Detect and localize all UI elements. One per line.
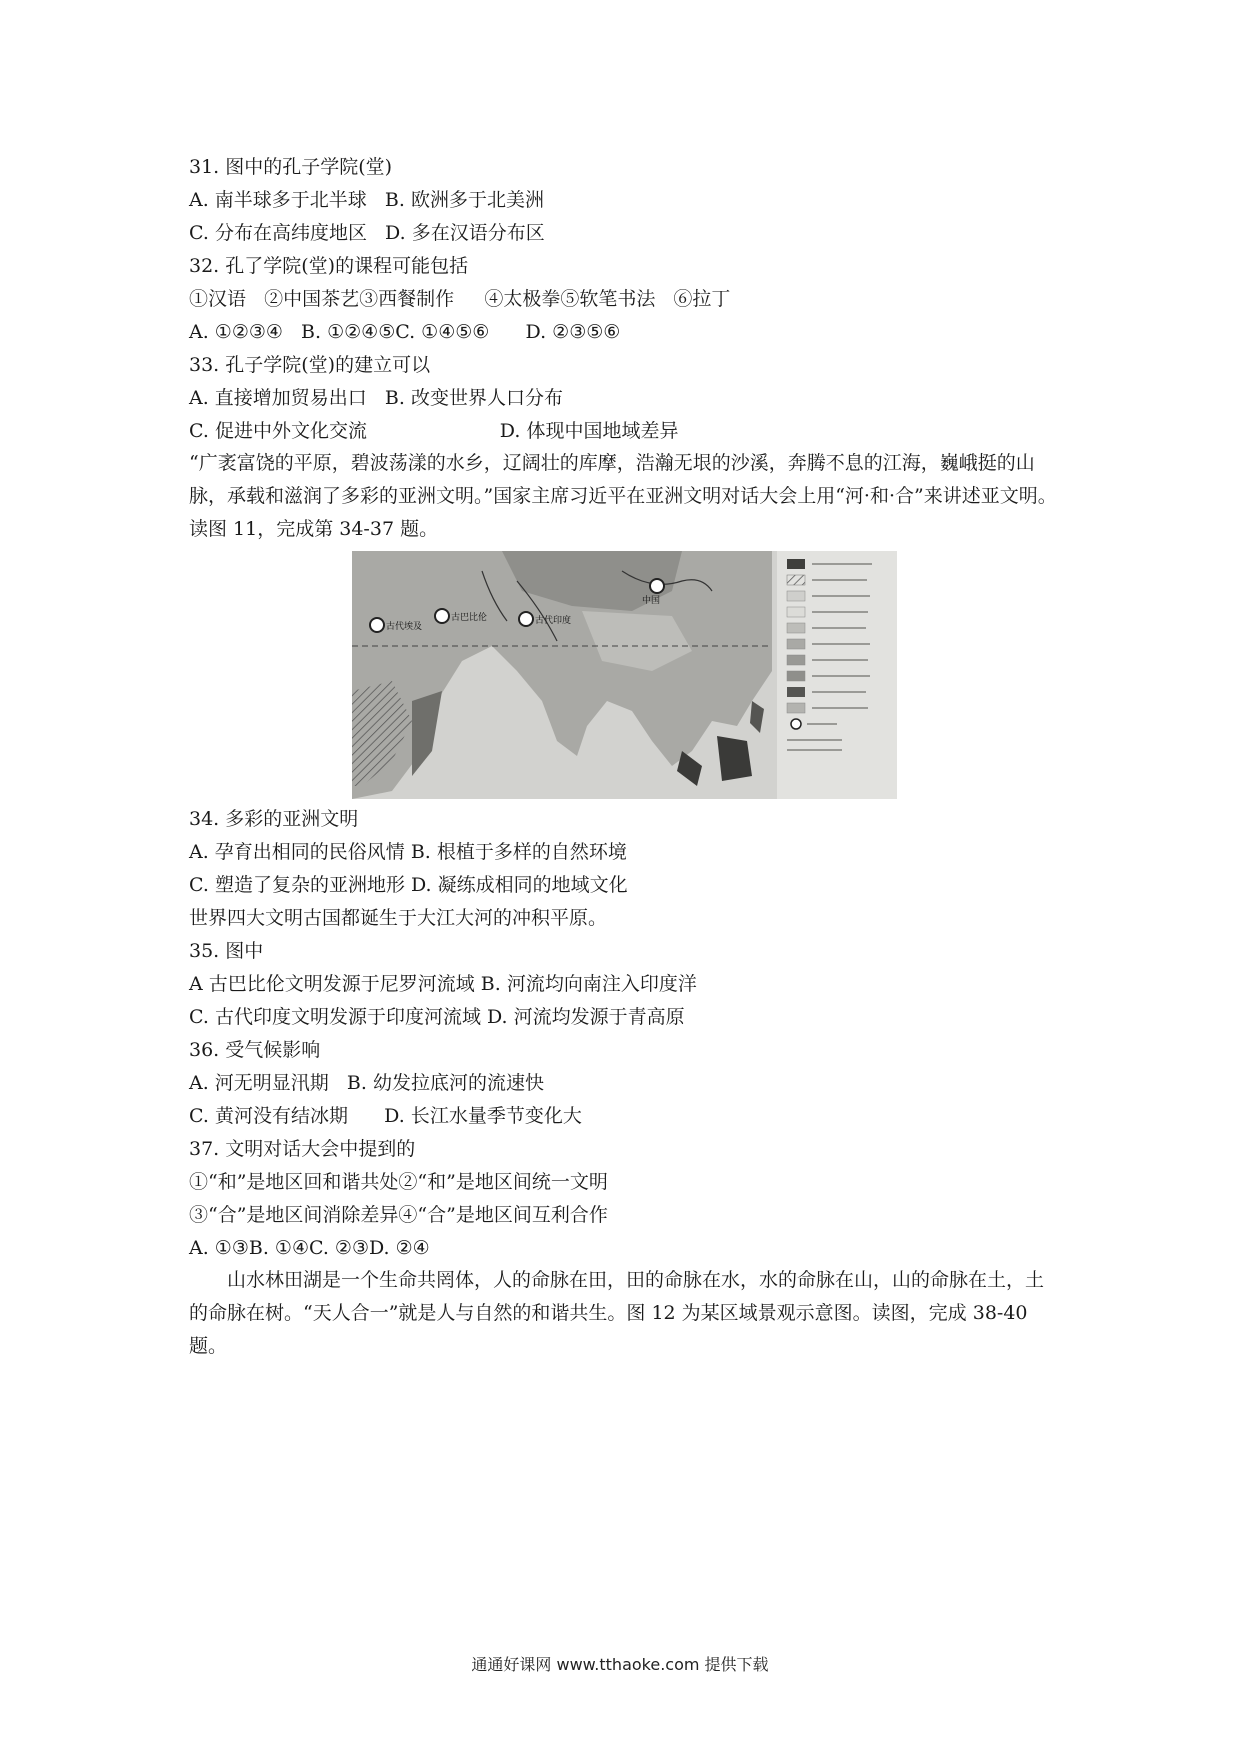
q33-options-ab: A. 直接增加贸易出口 B. 改变世界人口分布 xyxy=(189,387,563,409)
q35-stem: 35. 图中 xyxy=(189,940,264,962)
q33-stem: 33. 孔子学院(堂)的建立可以 xyxy=(189,354,431,376)
q36-stem: 36. 受气候影响 xyxy=(189,1039,321,1061)
intro-38-40-text: 山水林田湖是一个生命共罔体，人的命脉在田，田的命脉在水，水的命脉在山，山的命脉在土，土的命脉在树。“天人合一”就是人与自然的和谐共生。图 12 为某区域景观示意图。读图，完成 38-40 题。 xyxy=(189,1269,1045,1357)
map-label-egypt: 古代埃及 xyxy=(386,622,423,632)
map-graphic xyxy=(352,551,897,799)
q37-stem: 37. 文明对话大会中提到的 xyxy=(189,1138,416,1160)
q32-options: A. ①②③④ B. ①②④⑤C. ①④⑤⑥ D. ②③⑤⑥ xyxy=(189,321,621,343)
intro-paragraph-38-40 xyxy=(189,1264,1059,1363)
q33-options-cd: C. 促进中外文化交流 D. 体现中国地域差异 xyxy=(189,420,679,442)
map-label-china: 中国 xyxy=(642,596,661,606)
civ-babylon-marker xyxy=(435,609,449,623)
map-label-india: 古代印度 xyxy=(535,616,572,626)
q34-options-cd: C. 塑造了复杂的亚洲地形 D. 凝练成相同的地域文化 xyxy=(189,874,628,896)
footer-source: 通通好课网 www.tthaoke.com 提供下载 xyxy=(471,1655,769,1674)
civ-india-marker xyxy=(519,612,533,626)
q32-items: ①汉语 ②中国茶艺③西餐制作 ④太极拳⑤软笔书法 ⑥拉丁 xyxy=(189,288,731,310)
q31-options-ab: A. 南半球多于北半球 B. 欧洲多于北美洲 xyxy=(189,189,544,211)
civ-china-marker xyxy=(650,579,664,593)
map-label-babylon: 古巴比伦 xyxy=(451,613,488,623)
q35-context-note: 世界四大文明古国都诞生于大江大河的冲积平原。 xyxy=(189,907,608,929)
q31-options-cd: C. 分布在高纬度地区 D. 多在汉语分布区 xyxy=(189,222,545,244)
q36-options-cd: C. 黄河没有结冰期 D. 长江水量季节变化大 xyxy=(189,1105,582,1127)
q36-options-ab: A. 河无明显汛期 B. 幼发拉底河的流速快 xyxy=(189,1072,544,1094)
q34-options-ab: A. 孕育出相同的民俗风情 B. 根植于多样的自然环境 xyxy=(189,841,627,863)
asia-civilization-map xyxy=(352,551,897,799)
q35-options-cd: C. 古代印度文明发源于印度河流域 D. 河流均发源于青高原 xyxy=(189,1006,685,1028)
q34-stem: 34. 多彩的亚洲文明 xyxy=(189,808,359,830)
q32-stem: 32. 孔了学院(堂)的课程可能包括 xyxy=(189,255,469,277)
q37-statements-34: ③“合”是地区间消除差异④“合”是地区间互利合作 xyxy=(189,1204,608,1226)
q37-statements-12: ①“和”是地区回和谐共处②“和”是地区间统一文明 xyxy=(189,1171,608,1193)
q31-stem: 31. 图中的孔子学院(堂) xyxy=(189,156,393,178)
civ-egypt-marker xyxy=(370,618,384,632)
intro-paragraph-34-37: “广袤富饶的平原，碧波荡漾的水乡，辽阔壮的库摩，浩瀚无垠的沙溪，奔腾不息的江海，巍峨挺的山脉，承载和滋润了多彩的亚洲文明。”国家主席习近平在亚洲文明对话大会上用“河·和·合”来讲述亚文明。读图 11，完成第 34-37 题。 xyxy=(189,452,1057,540)
q37-options: A. ①③B. ①④C. ②③D. ②④ xyxy=(189,1237,430,1259)
q35-options-ab: A 古巴比伦文明发源于尼罗河流域 B. 河流均向南注入印度洋 xyxy=(189,973,697,995)
